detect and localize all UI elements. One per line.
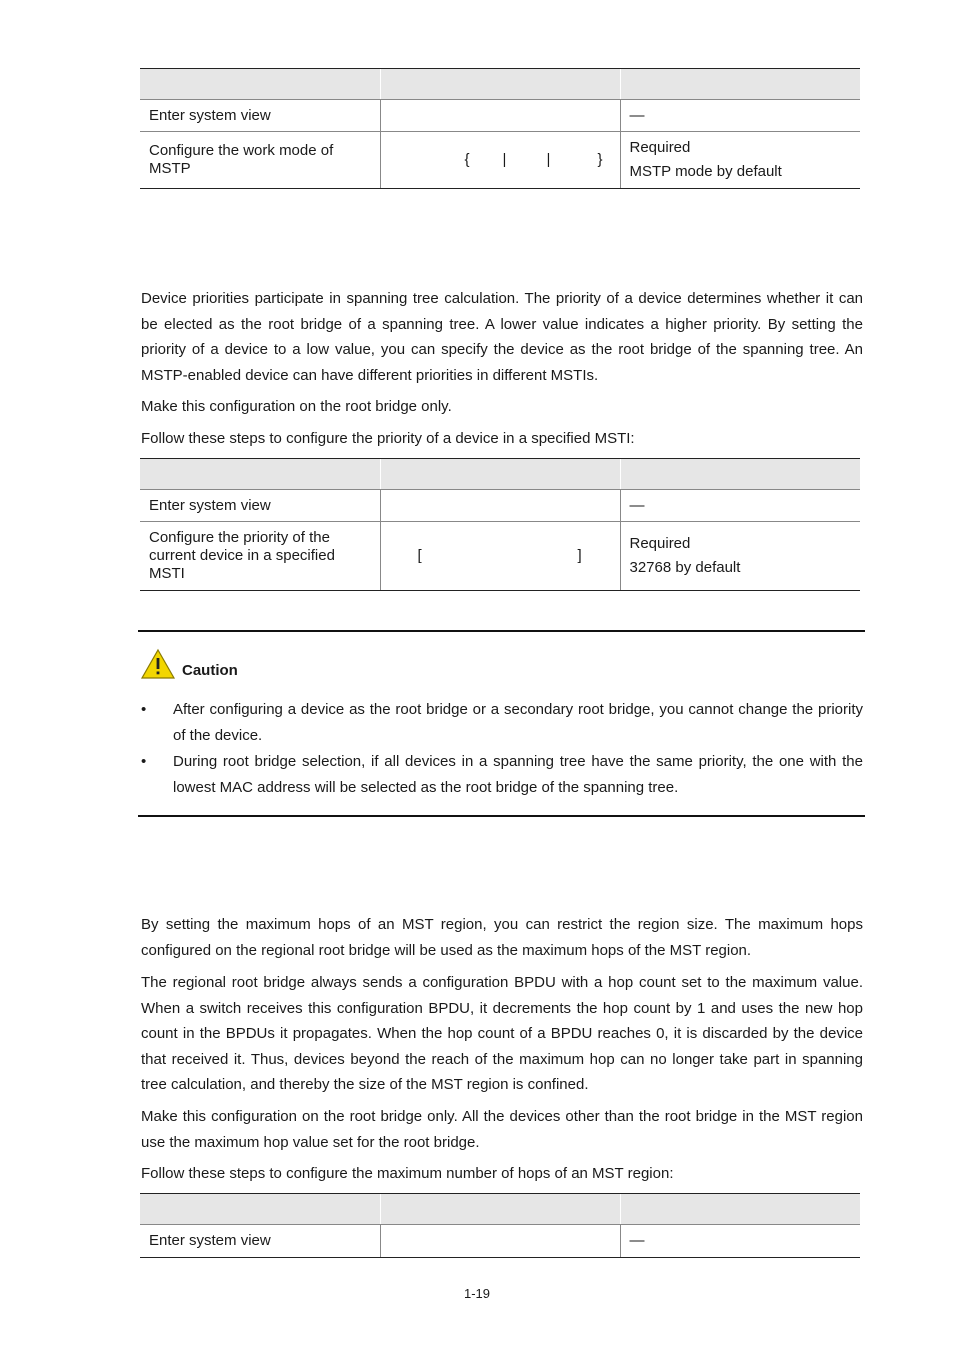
caution-title: Caution xyxy=(182,662,238,679)
command-symbol: } xyxy=(597,151,603,168)
root-only-paragraph: Make this configuration on the root bridge only. xyxy=(141,398,452,415)
work-mode-table xyxy=(140,68,860,189)
max-hops-paragraph-2: The regional root bridge always sends a configuration BPDU with a hop count set to the maximum value. When a switch receives this configuration BPDU, it decrements the hop count by 1 and uses the new hop count in the BPDUs it propagates. When the hop count of a BPDU reaches 0, it is discarded by the device that received it. Thus, devices beyond the reach of the maximum hop can no longer take part in spanning tree calculation, and thereby the size of the MST region is confined. xyxy=(141,974,863,1093)
command-symbol: ] xyxy=(577,547,582,564)
table-row xyxy=(140,1225,860,1258)
command-cell xyxy=(380,100,620,132)
table-row xyxy=(140,522,860,591)
remarks-line: Required xyxy=(629,535,691,552)
command-symbol: | xyxy=(502,151,507,168)
remarks-cell: — xyxy=(620,100,860,132)
remarks-cell: — xyxy=(620,1225,860,1258)
caution-top-rule xyxy=(138,630,865,632)
priority-table xyxy=(140,458,860,591)
list-item xyxy=(141,749,863,800)
max-hops-paragraph-3: Make this configuration on the root bridge only. All the devices other than the root bridge in the MST region use the maximum hop value set for the root bridge. xyxy=(141,1108,863,1151)
step-cell: Configure the work mode of MSTP xyxy=(140,132,380,189)
table-row xyxy=(140,490,860,522)
command-symbol: { xyxy=(464,151,470,168)
bullet: • xyxy=(141,753,147,770)
remarks-cell: — xyxy=(620,490,860,522)
step-cell: Configure the priority of the current device in a specified MSTI xyxy=(140,522,380,591)
command-cell xyxy=(380,1225,620,1258)
list-item xyxy=(141,697,863,748)
max-hops-table xyxy=(140,1193,860,1258)
max-hops-paragraph-1: By setting the maximum hops of an MST region, you can restrict the region size. The maximum hops configured on the regional root bridge will be used as the maximum hops of the MST region. xyxy=(141,916,863,959)
step-cell: Enter system view xyxy=(140,100,380,132)
remarks-line: Required xyxy=(629,139,691,156)
caution-list xyxy=(141,697,863,801)
table-row xyxy=(140,132,860,189)
command-cell xyxy=(380,522,620,591)
command-cell xyxy=(380,490,620,522)
command-symbol: | xyxy=(546,151,551,168)
command-symbol: [ xyxy=(417,547,422,564)
follow-steps-paragraph: Follow these steps to configure the priority of a device in a specified MSTI: xyxy=(141,430,635,447)
priority-intro-paragraph: Device priorities participate in spanning tree calculation. The priority of a device determines whether it can be elected as the root bridge of a spanning tree. A lower value indicates a higher priority. By setting the priority of a device to a low value, you can specify the device as the root bridge of the spanning tree. An MSTP-enabled device can have different priorities in different MSTIs. xyxy=(141,290,863,384)
remarks-cell xyxy=(620,522,860,591)
step-cell: Enter system view xyxy=(140,490,380,522)
table-row xyxy=(140,100,860,132)
caution-warning-icon xyxy=(140,648,176,680)
table-header-row xyxy=(140,459,860,490)
table-header-row xyxy=(140,69,860,100)
remarks-line: 32768 by default xyxy=(629,559,741,576)
command-cell xyxy=(380,132,620,189)
follow-steps-paragraph: Follow these steps to configure the maximum number of hops of an MST region: xyxy=(141,1165,674,1182)
page-number: 1-19 xyxy=(463,1286,491,1301)
bullet: • xyxy=(141,701,147,718)
remarks-cell xyxy=(620,132,860,189)
step-cell: Enter system view xyxy=(140,1225,380,1258)
remarks-line: MSTP mode by default xyxy=(629,163,782,180)
caution-item-text: After configuring a device as the root bridge or a secondary root bridge, you cannot change the priority of the device. xyxy=(173,701,863,744)
table-header-row xyxy=(140,1194,860,1225)
caution-bottom-rule xyxy=(138,815,865,817)
caution-item-text: During root bridge selection, if all devices in a spanning tree have the same priority, the one with the lowest MAC address will be selected as the root bridge of the spanning tree. xyxy=(173,753,863,796)
